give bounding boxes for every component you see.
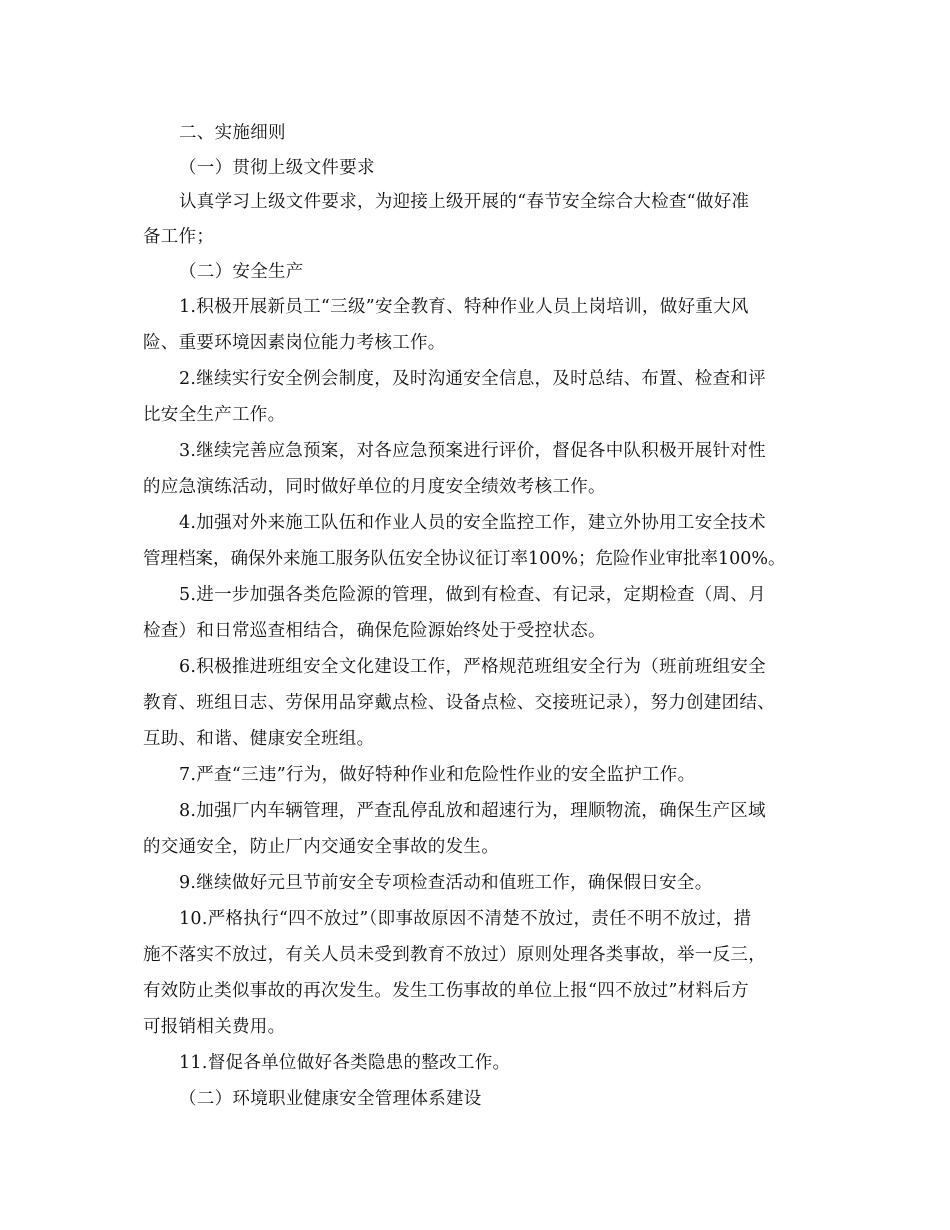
subsection-heading-3: （二）环境职业健康安全管理体系建设 (179, 1089, 482, 1109)
list-item-line: 3.继续完善应急预案，对各应急预案进行评价，督促各中队积极开展针对性 (179, 441, 766, 461)
list-item-line: 7.严查“三违”行为，做好特种作业和危险性作业的安全监护工作。 (179, 765, 696, 785)
list-item-line: 5.进一步加强各类危险源的管理，做到有检查、有记录，定期检查（周、月 (179, 585, 766, 605)
paragraph-line: 认真学习上级文件要求，为迎接上级开展的“春节安全综合大检查“做好准 (179, 192, 750, 212)
list-item-line: 教育、班组日志、劳保用品穿戴点检、设备点检、交接班记录），努力创建团结、 (143, 693, 776, 713)
list-item-line: 施不落实不放过，有关人员未受到教育不放过）原则处理各类事故，举一反三， (143, 945, 766, 965)
paragraph-line: 备工作； (143, 227, 215, 247)
list-item-line: 6.积极推进班组安全文化建设工作，严格规范班组安全行为（班前班组安全 (179, 657, 766, 677)
list-item-line: 检查）和日常巡查相结合，确保危险源始终处于受控状态。 (143, 621, 606, 641)
subsection-heading-1: （一）贯彻上级文件要求 (179, 158, 375, 178)
list-item-line: 8.加强厂内车辆管理，严查乱停乱放和超速行为，理顺物流，确保生产区域 (179, 801, 766, 821)
list-item-line: 4.加强对外来施工队伍和作业人员的安全监控工作，建立外协用工安全技术 (179, 513, 766, 533)
list-item-line: 的应急演练活动，同时做好单位的月度安全绩效考核工作。 (143, 477, 606, 497)
section-heading: 二、实施细则 (179, 123, 286, 143)
list-item-line: 10.严格执行“四不放过”（即事故原因不清楚不放过，责任不明不放过，措 (179, 909, 752, 929)
list-item-line: 的交通安全，防止厂内交通安全事故的发生。 (143, 837, 499, 857)
list-item-line: 比安全生产工作。 (143, 405, 286, 425)
list-item-line: 1.积极开展新员工“三级”安全教育、特种作业人员上岗培训，做好重大风 (179, 297, 749, 317)
list-item-line: 可报销相关费用。 (143, 1017, 286, 1037)
list-item-line: 2.继续实行安全例会制度，及时沟通安全信息，及时总结、布置、检查和评 (179, 369, 766, 389)
subsection-heading-2: （二）安全生产 (179, 262, 304, 282)
list-item-line: 9.继续做好元旦节前安全专项检查活动和值班工作，确保假日安全。 (179, 873, 713, 893)
list-item-line: 管理档案，确保外来施工服务队伍安全协议征订率100%；危险作业审批率100%。 (143, 549, 786, 569)
list-item-line: 有效防止类似事故的再次发生。发生工伤事故的单位上报“四不放过”材料后方 (143, 981, 749, 1001)
list-item-line: 互助、和谐、健康安全班组。 (143, 729, 375, 749)
list-item-line: 11.督促各单位做好各类隐患的整改工作。 (179, 1053, 511, 1073)
list-item-line: 险、重要环境因素岗位能力考核工作。 (143, 333, 446, 353)
